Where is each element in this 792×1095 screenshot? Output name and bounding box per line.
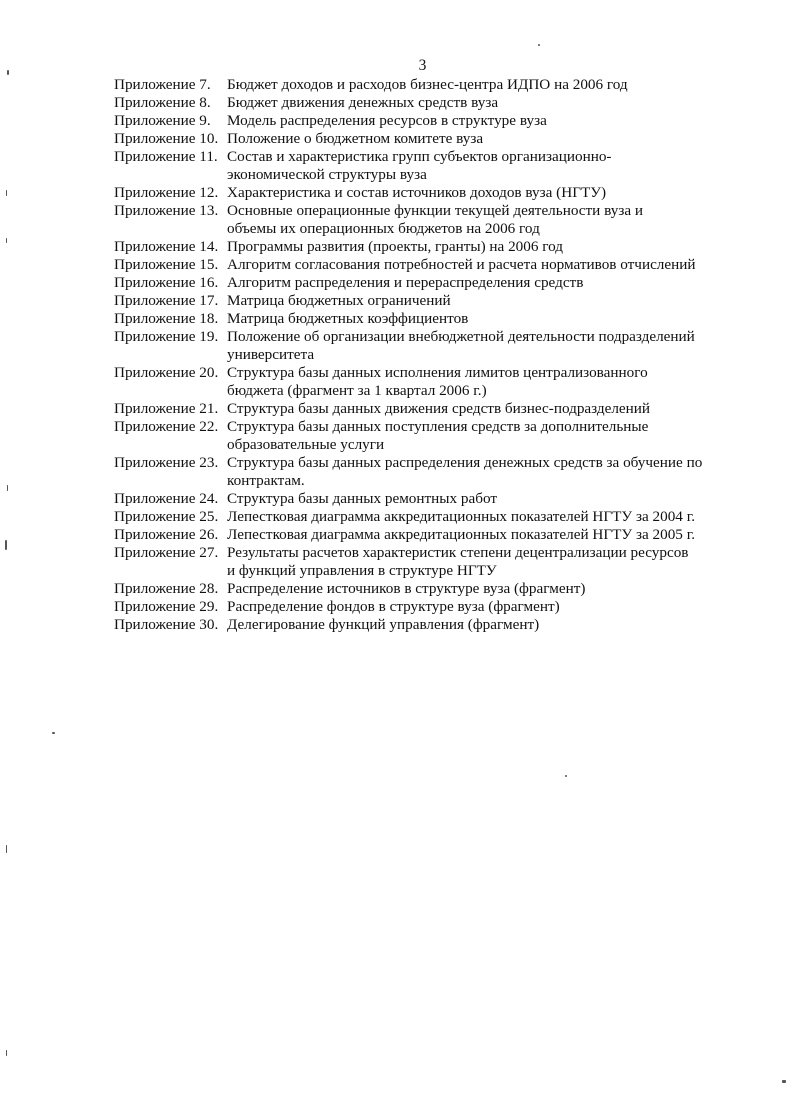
appendix-entry [114, 598, 754, 616]
appendix-label: Приложение 20. [114, 364, 219, 381]
appendix-title [227, 202, 754, 238]
page-number: 3 [418, 57, 427, 74]
appendix-label: Приложение 19. [114, 328, 219, 345]
appendix-title [227, 238, 754, 256]
appendix-entry [114, 526, 754, 544]
appendix-title-line: бюджета (фрагмент за 1 квартал 2006 г.) [227, 382, 487, 399]
appendix-label: Приложение 14. [114, 238, 219, 255]
appendix-label: Приложение 27. [114, 544, 219, 561]
scan-speck [6, 1050, 7, 1056]
appendix-entry [114, 238, 754, 256]
appendix-title-line: Структура базы данных ремонтных работ [227, 490, 497, 507]
appendix-label: Приложение 18. [114, 310, 219, 327]
appendix-label: Приложение 23. [114, 454, 219, 471]
appendix-entry [114, 184, 754, 202]
appendix-title-line: Матрица бюджетных ограничений [227, 292, 451, 309]
appendix-entry [114, 292, 754, 310]
scan-speck [5, 540, 7, 550]
scan-speck [52, 732, 55, 734]
appendix-title-line: Бюджет доходов и расходов бизнес-центра ИДПО на 2006 год [227, 76, 628, 93]
appendix-entry [114, 328, 754, 364]
appendix-title-line: Модель распределения ресурсов в структуре вуза [227, 112, 547, 129]
scan-speck [782, 1080, 786, 1083]
appendix-title-line: Характеристика и состав источников доходов вуза (НГТУ) [227, 184, 607, 201]
appendix-label: Приложение 29. [114, 598, 219, 615]
appendix-title [227, 184, 754, 202]
appendix-entry [114, 418, 754, 454]
appendix-label: Приложение 11. [114, 148, 218, 165]
appendix-title-line: Состав и характеристика групп субъектов организационно- [227, 148, 612, 165]
appendix-title-line: Распределение источников в структуре вуза (фрагмент) [227, 580, 586, 597]
appendix-label: Приложение 25. [114, 508, 219, 525]
appendix-title-line: Структура базы данных распределения денежных средств за обучение по [227, 454, 703, 471]
appendix-label: Приложение 21. [114, 400, 219, 417]
appendix-label: Приложение 9. [114, 112, 211, 129]
appendix-title-line: образовательные услуги [227, 436, 385, 453]
appendix-title-line: и функций управления в структуре НГТУ [227, 562, 497, 579]
scan-speck [538, 44, 540, 46]
appendix-title-line: Бюджет движения денежных средств вуза [227, 94, 499, 111]
scan-speck [7, 70, 9, 75]
appendix-title [227, 526, 754, 544]
appendix-entry [114, 94, 754, 112]
appendix-title [227, 292, 754, 310]
appendix-title-line: Структура базы данных поступления средств за дополнительные [227, 418, 649, 435]
appendix-list [114, 76, 754, 634]
appendix-entry [114, 616, 754, 634]
appendix-title-line: Алгоритм согласования потребностей и расчета нормативов отчислений [227, 256, 696, 273]
appendix-title [227, 148, 754, 184]
appendix-entry [114, 256, 754, 274]
appendix-title [227, 76, 754, 94]
appendix-label: Приложение 10. [114, 130, 219, 147]
appendix-label: Приложение 15. [114, 256, 219, 273]
appendix-title [227, 544, 754, 580]
appendix-title [227, 112, 754, 130]
appendix-label: Приложение 7. [114, 76, 211, 93]
appendix-label: Приложение 26. [114, 526, 219, 543]
appendix-title [227, 274, 754, 292]
appendix-entry [114, 310, 754, 328]
appendix-title [227, 400, 754, 418]
appendix-title-line: Результаты расчетов характеристик степени децентрализации ресурсов [227, 544, 689, 561]
appendix-label: Приложение 12. [114, 184, 219, 201]
appendix-entry [114, 112, 754, 130]
appendix-entry [114, 274, 754, 292]
appendix-label: Приложение 24. [114, 490, 219, 507]
appendix-label: Приложение 22. [114, 418, 219, 435]
appendix-entry [114, 148, 754, 184]
appendix-entry [114, 454, 754, 490]
appendix-entry [114, 364, 754, 400]
appendix-title-line: Лепестковая диаграмма аккредитационных показателей НГТУ за 2004 г. [227, 508, 695, 525]
appendix-title-line: университета [227, 346, 315, 363]
appendix-title [227, 328, 754, 364]
scan-speck [6, 845, 7, 853]
appendix-title [227, 616, 754, 634]
scan-speck [7, 485, 8, 491]
appendix-title [227, 490, 754, 508]
appendix-entry [114, 490, 754, 508]
appendix-title-line: Алгоритм распределения и перераспределения средств [227, 274, 584, 291]
scan-speck [6, 190, 7, 196]
appendix-label: Приложение 8. [114, 94, 211, 111]
appendix-title [227, 94, 754, 112]
appendix-title [227, 364, 754, 400]
appendix-entry [114, 580, 754, 598]
appendix-title-line: экономической структуры вуза [227, 166, 427, 183]
scan-speck [565, 775, 567, 777]
appendix-title-line: Положение о бюджетном комитете вуза [227, 130, 484, 147]
appendix-title [227, 310, 754, 328]
appendix-title-line: объемы их операционных бюджетов на 2006 год [227, 220, 540, 237]
appendix-title [227, 580, 754, 598]
appendix-title [227, 418, 754, 454]
appendix-title [227, 256, 754, 274]
appendix-title-line: Лепестковая диаграмма аккредитационных показателей НГТУ за 2005 г. [227, 526, 695, 543]
appendix-title [227, 598, 754, 616]
appendix-title-line: Основные операционные функции текущей деятельности вуза и [227, 202, 644, 219]
appendix-title [227, 130, 754, 148]
appendix-label: Приложение 30. [114, 616, 219, 633]
appendix-entry [114, 508, 754, 526]
appendix-title-line: Делегирование функций управления (фрагмент) [227, 616, 540, 633]
appendix-entry [114, 130, 754, 148]
appendix-title-line: Положение об организации внебюджетной деятельности подразделений [227, 328, 695, 345]
appendix-entry [114, 76, 754, 94]
appendix-title-line: Матрица бюджетных коэффициентов [227, 310, 469, 327]
appendix-title-line: Распределение фондов в структуре вуза (фрагмент) [227, 598, 560, 615]
appendix-label: Приложение 28. [114, 580, 219, 597]
appendix-title-line: Программы развития (проекты, гранты) на 2006 год [227, 238, 563, 255]
appendix-entry [114, 202, 754, 238]
appendix-title [227, 454, 754, 490]
appendix-label: Приложение 16. [114, 274, 219, 291]
appendix-label: Приложение 17. [114, 292, 219, 309]
appendix-title-line: Структура базы данных движения средств бизнес-подразделений [227, 400, 651, 417]
appendix-entry [114, 400, 754, 418]
appendix-entry [114, 544, 754, 580]
appendix-label: Приложение 13. [114, 202, 219, 219]
appendix-title-line: контрактам. [227, 472, 305, 489]
appendix-title [227, 508, 754, 526]
appendix-title-line: Структура базы данных исполнения лимитов централизованного [227, 364, 648, 381]
scan-speck [6, 238, 7, 243]
